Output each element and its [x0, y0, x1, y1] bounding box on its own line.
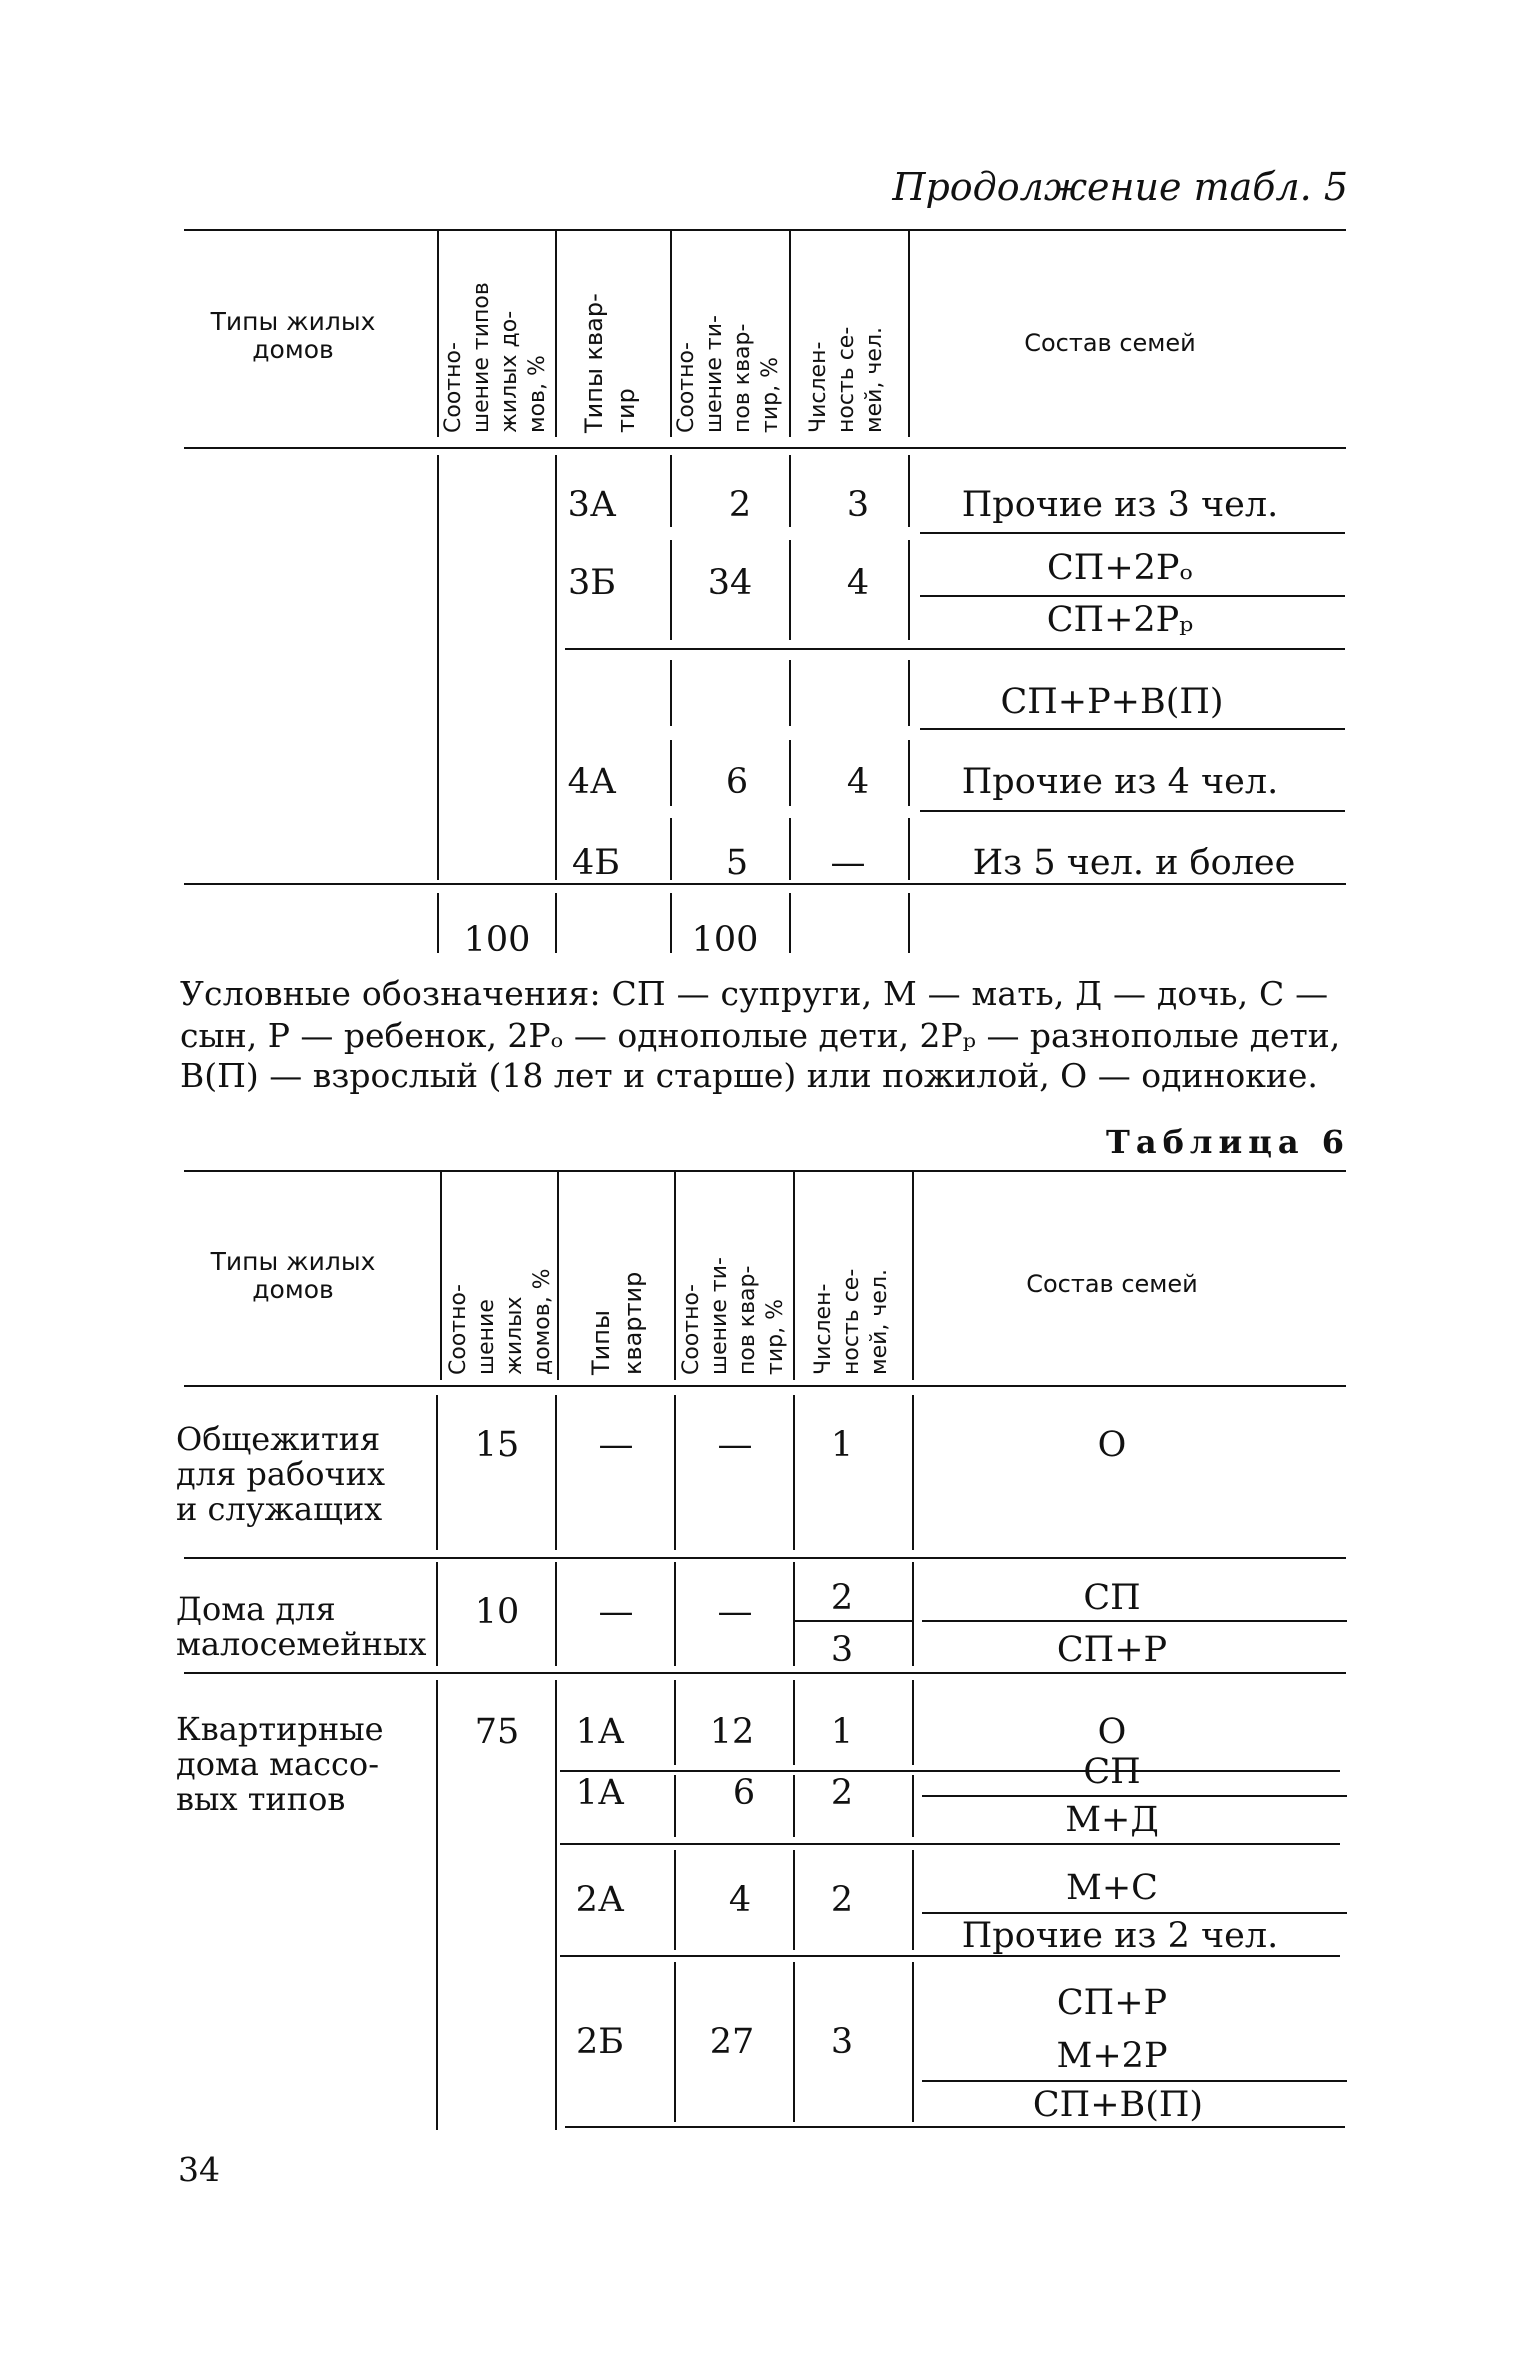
- header-ratio-apts: Соотно- шение ти- пов квар- тир, %: [679, 1257, 788, 1375]
- table-row-comp: О: [1097, 1425, 1127, 1465]
- header-family-comp: Состав семей: [1026, 1270, 1198, 1298]
- table-6-title: Таблица 6: [1106, 1123, 1350, 1161]
- header-house-types: Типы жилых домов: [210, 1247, 376, 1304]
- header-family-comp: Состав семей: [1024, 329, 1196, 357]
- table-row-apt: 1А: [575, 1773, 625, 1813]
- table-row-ratio: 27: [709, 2022, 755, 2062]
- table-row-ratio: —: [717, 1592, 753, 1632]
- header-family-size: Числен- ность се- мей, чел.: [811, 1268, 892, 1375]
- table-row-comp: СП+2Pₒ: [1047, 548, 1193, 588]
- table-row-comp: Из 5 чел. и более: [972, 843, 1296, 883]
- legend-line: сын, Р — ребенок, 2Pₒ — однополые дети, 2Pₚ — разнополые дети,: [180, 1016, 1341, 1055]
- table-row-size: 1: [830, 1425, 854, 1465]
- table-row-size: 2: [830, 1880, 854, 1920]
- table-row-size: 4: [846, 563, 870, 603]
- table-row-ratio: 34: [707, 563, 753, 603]
- table-row-apt: 1А: [575, 1712, 625, 1752]
- table-row-comp: Прочие из 2 чел.: [961, 1916, 1279, 1956]
- table-row-comp: СП+Р: [1056, 1983, 1168, 2023]
- header-ratio-apts: Соотно- шение ти- пов квар- тир, %: [674, 315, 783, 433]
- table-row-size: —: [830, 843, 866, 883]
- total-ratio-apts: 100: [691, 920, 759, 960]
- header-apt-types: Типы квартир: [587, 1271, 647, 1375]
- table-row-ratio: 5: [725, 843, 749, 883]
- header-ratio-houses: Соотно- шение жилых домов, %: [446, 1268, 555, 1375]
- table-row-apt: 3А: [567, 485, 617, 525]
- header-family-size: Числен- ность се- мей, чел.: [806, 326, 887, 433]
- legend-line: В(П) — взрослый (18 лет и старше) или пожилой, О — одинокие.: [180, 1056, 1318, 1095]
- header-apt-types: Типы квар- тир: [580, 293, 640, 433]
- table-row-apt: —: [598, 1425, 634, 1465]
- table-row-comp: СП+Р: [1056, 1630, 1168, 1670]
- table-row-comp: М+2Р: [1056, 2036, 1168, 2076]
- header-house-types: Типы жилых домов: [210, 307, 376, 364]
- table-row-apt: 2Б: [576, 2022, 624, 2062]
- table-row-comp: Прочие из 3 чел.: [961, 485, 1279, 525]
- table-row-ratio: —: [717, 1425, 753, 1465]
- house-type-name: Общежития для рабочих и служащих: [176, 1420, 386, 1528]
- table-row-comp: М+Д: [1065, 1800, 1159, 1840]
- table-row-apt: 3Б: [568, 563, 616, 603]
- table-row-ratio: 4: [728, 1880, 752, 1920]
- table-row-apt: 2А: [575, 1880, 625, 1920]
- table-row-size: 3: [846, 485, 870, 525]
- legend-line: Условные обозначения: СП — супруги, М — мать, Д — дочь, С —: [180, 974, 1329, 1013]
- group-ratio: 10: [474, 1592, 520, 1632]
- table-row-size: 3: [830, 1630, 854, 1670]
- table-row-comp: О: [1097, 1712, 1127, 1752]
- table-row-ratio: 6: [732, 1773, 756, 1813]
- table-row-size: 1: [830, 1712, 854, 1752]
- table-row-comp: СП: [1083, 1578, 1141, 1618]
- continuation-title: Продолжение табл. 5: [892, 165, 1348, 209]
- table-row-size: 2: [830, 1773, 854, 1813]
- table-row-ratio: 2: [728, 485, 752, 525]
- table-row-size: 3: [830, 2022, 854, 2062]
- table-row-apt: 4А: [567, 762, 617, 802]
- house-type-name: Дома для малосемейных: [176, 1590, 427, 1663]
- house-type-name: Квартирные дома массо- вых типов: [176, 1710, 384, 1818]
- header-ratio-houses: Соотно- шение типов жилых до- мов, %: [441, 282, 550, 433]
- page-number: 34: [178, 2150, 220, 2189]
- table-row-comp: СП+В(П): [1032, 2085, 1204, 2125]
- table-row-comp: СП: [1083, 1752, 1141, 1792]
- group-ratio: 15: [474, 1425, 520, 1465]
- table-row-comp: Прочие из 4 чел.: [961, 762, 1279, 802]
- table-row-ratio: 6: [725, 762, 749, 802]
- table-row-comp: М+С: [1066, 1868, 1158, 1908]
- table-row-apt: 4Б: [572, 843, 620, 883]
- table-row-comp: СП+2Pₚ: [1046, 600, 1194, 640]
- table-row-apt: —: [598, 1592, 634, 1632]
- group-ratio: 75: [474, 1712, 520, 1752]
- table-row-ratio: 12: [709, 1712, 755, 1752]
- total-ratio-houses: 100: [463, 920, 531, 960]
- table-row-comp: СП+Р+В(П): [1000, 682, 1224, 722]
- table-row-size: 4: [846, 762, 870, 802]
- table-row-size: 2: [830, 1578, 854, 1618]
